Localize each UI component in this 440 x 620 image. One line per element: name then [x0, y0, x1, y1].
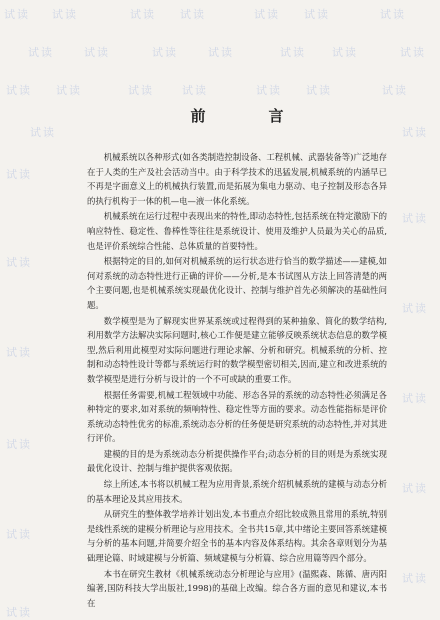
paragraph: 建模的目的是为系统动态分析提供操作平台;动态分析的目的则是为系统实现最优化设计、控制与维护提供客观依据。 — [87, 448, 387, 474]
watermark-text: 试读 — [6, 84, 32, 97]
paragraph: 根据特定的目的,如何对机械系统的运行状态进行恰当的数学描述——建模,如何对系统的动态特性进行正确的评价——分析,是本书试图从方法上回答清楚的两个主要问题,也是机械系统实现最优化设计、控制与维护首先必须解决的基础性问题。 — [87, 256, 387, 310]
watermark-text: 试读 — [152, 46, 178, 59]
document-page — [87, 96, 387, 616]
watermark-text: 试读 — [6, 438, 32, 451]
watermark-text: 试读 — [6, 346, 32, 359]
watermark-text: 试读 — [182, 84, 208, 97]
watermark-text: 试读 — [332, 46, 358, 59]
watermark-text: 试读 — [4, 8, 30, 21]
watermark-text: 试读 — [6, 528, 32, 541]
page-title: 前 言 — [190, 107, 308, 125]
watermark-text: 试读 — [6, 168, 32, 181]
paragraph: 根据任务需要,机械工程领域中功能、形态各异的系统的动态特性必须满足各种特定的要求,如对系统的频响特性、稳定性等方面的要求。动态性能指标是评价系统动态特性优劣的标准,系统动态分析的任务便是研究系统的动态特性,并对其进行评价。 — [87, 389, 387, 444]
watermark-text: 试读 — [52, 8, 78, 21]
paragraph: 本书在研究生教材《机械系统动态分析理论与应用》(温熙森、陈循、唐丙阳编著,国防科技大学出版社,1998)的基础上改编。综合各方面的意见和建议,本书在 — [87, 568, 387, 608]
watermark-text: 试读 — [256, 84, 282, 97]
watermark-text: 试读 — [402, 126, 428, 139]
watermark-text: 试读 — [402, 482, 428, 495]
paragraph: 数学模型是为了解现实世界某系统或过程得到的某种抽象、简化的数学结构,利用数学方法解决实际问题时,核心工作便是建立能够反映系统状态信息的数学模型,然后利用此模型对实际问题进行理论求解、分析和研究。机械系统的分析、控制和动态特性设计等都与系统运行时的数学模型密切相关,因而,建立和改进系统的数学模型是进行分析与设计的一个不可或缺的重要工作。 — [87, 315, 387, 384]
watermark-text: 试读 — [402, 392, 428, 405]
watermark-text: 试读 — [382, 84, 408, 97]
paragraph: 机械系统以各种形式(如各类制造控制设备、工程机械、武器装备等)广泛地存在于人类的生产及社会活动当中。由于科学技术的迅猛发展,机械系统的内涵早已不再是字面意义上的机械执行装置,而是拓展为集电力驱动、电子控制及形态各异的执行机构于一体的机—电—液一体化系统。 — [87, 152, 387, 206]
watermark-text: 试读 — [128, 84, 154, 97]
watermark-text: 试读 — [254, 8, 280, 21]
watermark-text: 试读 — [84, 46, 110, 59]
watermark-text: 试读 — [208, 46, 234, 59]
watermark-text: 试读 — [380, 8, 406, 21]
watermark-text: 试读 — [28, 46, 54, 59]
watermark-text: 试读 — [402, 212, 428, 225]
watermark-text: 试读 — [304, 8, 330, 21]
watermark-text: 试读 — [400, 46, 426, 59]
watermark-text: 试读 — [402, 302, 428, 315]
watermark-text: 试读 — [30, 126, 56, 139]
watermark-text: 试读 — [402, 572, 428, 585]
paragraph: 机械系统在运行过程中表现出来的特性,即动态特性,包括系统在特定激励下的响应特性、稳定性、鲁棒性等往往是系统设计、使用及维护人员最为关心的品质,也是评价系统综合性能、总体质量的首要特性。 — [87, 211, 387, 251]
watermark-text: 试读 — [280, 46, 306, 59]
paragraph: 综上所述,本书将以机械工程为应用背景,系统介绍机械系统的建模与动态分析的基本理论及其应用技术。 — [87, 479, 387, 504]
watermark-text: 试读 — [180, 8, 206, 21]
paragraph: 从研究生的整体教学培养计划出发,本书重点介绍比较成熟且常用的系统,特别是线性系统的建模分析理论与应用技术。全书共15章,其中绪论主要回答系统建模与分析的基本问题,并简要介绍全书的基本内容及体系结构。其余各章则划分为基础理论篇、时域建模与分析篇、频域建模与分析篇、综合应用篇等四个部分。 — [87, 509, 387, 564]
watermark-text: 试读 — [6, 256, 32, 269]
watermark-text: 试读 — [130, 8, 156, 21]
watermark-text: 试读 — [56, 84, 82, 97]
watermark-text: 试读 — [306, 84, 332, 97]
watermark-text: 试读 — [6, 606, 32, 619]
